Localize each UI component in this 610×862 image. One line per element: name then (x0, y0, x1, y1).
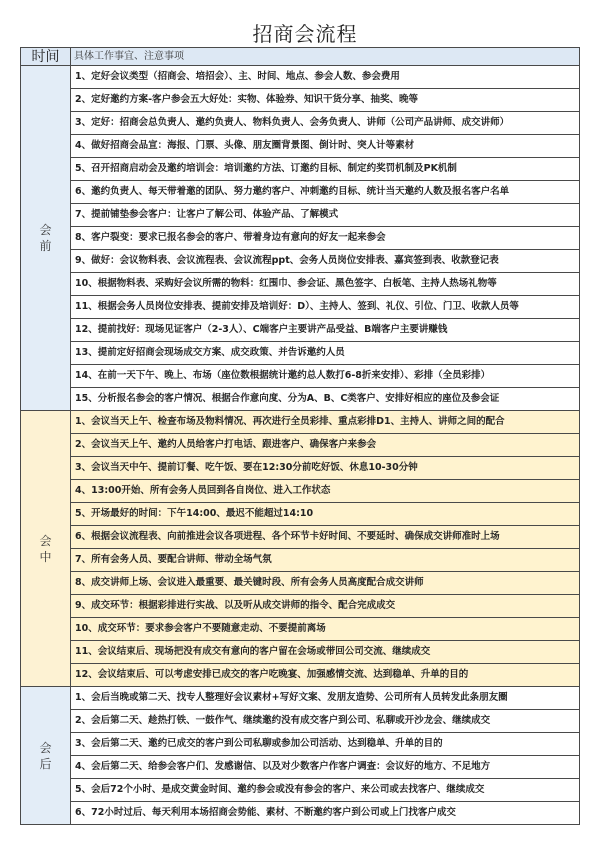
table-row (21, 227, 580, 250)
process-step: 4、做好招商会品宣：海报、门票、头像、朋友圈背景图、倒计时、突人计等素材 (71, 135, 580, 158)
process-step: 2、会后第二天、趁热打铁、一鼓作气、继续邀约没有成交客户到公司、私聊或开沙龙会、继续成交 (71, 710, 580, 733)
process-step: 8、客户裂变：要求已报名参会的客户、带着身边有意向的好友一起来参会 (71, 227, 580, 250)
table-row (21, 549, 580, 572)
process-table (20, 47, 580, 825)
table-row (21, 411, 580, 434)
process-step: 11、会议结束后、现场把没有成交有意向的客户留在会场或带回公司交流、继续成交 (71, 641, 580, 664)
table-row (21, 296, 580, 319)
table-row (21, 802, 580, 825)
process-step: 11、根据会务人员岗位安排表、提前安排及培训好：D）、主持人、签到、礼仪、引位、门卫、收款人员等 (71, 296, 580, 319)
table-row (21, 618, 580, 641)
table-row (21, 66, 580, 89)
process-step: 9、成交环节：根据彩排进行实战、以及听从成交讲师的指令、配合完成成交 (71, 595, 580, 618)
table-row (21, 135, 580, 158)
table-row (21, 319, 580, 342)
table-row (21, 250, 580, 273)
process-step: 6、根据会议流程表、向前推进会议各项进程、各个环节卡好时间、不要延时、确保成交讲师准时上场 (71, 526, 580, 549)
process-step: 7、所有会务人员、要配合讲师、带动全场气氛 (71, 549, 580, 572)
process-step: 13、提前定好招商会现场成交方案、成交政策、并告诉邀约人员 (71, 342, 580, 365)
table-row (21, 641, 580, 664)
table-row (21, 595, 580, 618)
process-step: 3、定好：招商会总负责人、邀约负责人、物料负责人、会务负责人、讲师（公司产品讲师、成交讲师） (71, 112, 580, 135)
process-step: 14、在前一天下午、晚上、布场（座位数根据统计邀约总人数打6-8折来安排）、彩排（全员彩排） (71, 365, 580, 388)
phase-label-pre (21, 66, 71, 411)
process-step: 12、会议结束后、可以考虑安排已成交的客户吃晚宴、加强感情交流、达到稳单、升单的目的 (71, 664, 580, 687)
process-step: 1、会议当天上午、检查布场及物料情况、再次进行全员彩排、重点彩排D1、主持人、讲师之间的配合 (71, 411, 580, 434)
process-step: 4、会后第二天、给参会客户们、发感谢信、以及对少数客户作客户调查：会议好的地方、不足地方 (71, 756, 580, 779)
process-step: 5、开场最好的时间：下午14:00、最迟不能超过14:10 (71, 503, 580, 526)
process-step: 1、定好会议类型（招商会、培招会）、主、时间、地点、参会人数、参会费用 (71, 66, 580, 89)
process-step: 9、做好：会议物料表、会议流程表、会议流程ppt、会务人员岗位安排表、嘉宾签到表、收款登记表 (71, 250, 580, 273)
description-column-header: 具体工作事宜、注意事项 (71, 48, 580, 66)
process-step: 5、会后72个小时、是成交黄金时间、邀约参会或没有参会的客户、来公司或去找客户、继续成交 (71, 779, 580, 802)
table-row (21, 710, 580, 733)
table-row (21, 158, 580, 181)
table-row (21, 434, 580, 457)
time-column-header: 时间 (21, 48, 71, 66)
process-step: 3、会议当天中午、提前订餐、吃午饭、要在12:30分前吃好饭、休息10-30分钟 (71, 457, 580, 480)
table-row (21, 779, 580, 802)
page-title: 招商会流程 (252, 22, 358, 46)
table-row (21, 273, 580, 296)
process-step: 12、提前找好：现场见证客户（2-3人）、C端客户主要讲产品受益、B端客户主要讲赚钱 (71, 319, 580, 342)
table-header-row (21, 48, 580, 66)
process-step: 4、13:00开始、所有会务人员回到各自岗位、进入工作状态 (71, 480, 580, 503)
table-row (21, 342, 580, 365)
process-step: 6、72小时过后、每天利用本场招商会势能、素材、不断邀约客户到公司或上门找客户成交 (71, 802, 580, 825)
phase-label-text: 会 前 (39, 223, 52, 253)
table-row (21, 526, 580, 549)
process-step: 5、召开招商启动会及邀约培训会：培训邀约方法、订邀约目标、制定约奖罚机制及PK机制 (71, 158, 580, 181)
table-row (21, 756, 580, 779)
process-step: 1、会后当晚或第二天、找专人整理好会议素材+写好文案、发朋友造势、公司所有人员转发此条朋友圈 (71, 687, 580, 710)
table-row (21, 112, 580, 135)
process-step: 3、会后第二天、邀约已成交的客户到公司私聊或参加公司活动、达到稳单、升单的目的 (71, 733, 580, 756)
table-row (21, 503, 580, 526)
table-row (21, 89, 580, 112)
process-step: 8、成交讲师上场、会议进入最重要、最关键时段、所有会务人员高度配合成交讲师 (71, 572, 580, 595)
table-row (21, 181, 580, 204)
process-step: 2、定好邀约方案-客户参会五大好处：实物、体验券、知识干货分享、抽奖、晚等 (71, 89, 580, 112)
process-step: 2、会议当天上午、邀约人员给客户打电话、跟进客户、确保客户来参会 (71, 434, 580, 457)
phase-label-mid (21, 411, 71, 687)
table-row (21, 733, 580, 756)
phase-label-post (21, 687, 71, 825)
process-step: 6、邀约负责人、每天带着邀的团队、努力邀约客户、冲刺邀约目标、统计当天邀约人数及报名客户名单 (71, 181, 580, 204)
table-row (21, 664, 580, 687)
process-step: 7、提前铺垫参会客户：让客户了解公司、体验产品、了解模式 (71, 204, 580, 227)
table-row (21, 480, 580, 503)
table-row (21, 572, 580, 595)
process-step: 10、成交环节：要求参会客户不要随意走动、不要提前离场 (71, 618, 580, 641)
phase-label-text: 会 后 (39, 740, 52, 771)
table-row (21, 365, 580, 388)
process-step: 10、根据物料表、采购好会议所需的物料：红围巾、参会证、黑色签字、白板笔、主持人热场礼物等 (71, 273, 580, 296)
table-row (21, 388, 580, 411)
phase-label-text: 会 中 (39, 533, 52, 564)
table-row (21, 204, 580, 227)
process-step: 15、分析报名参会的客户情况、根据合作意向度、分为A、B、C类客户、安排好相应的座位及参会证 (71, 388, 580, 411)
table-row (21, 687, 580, 710)
table-row (21, 457, 580, 480)
